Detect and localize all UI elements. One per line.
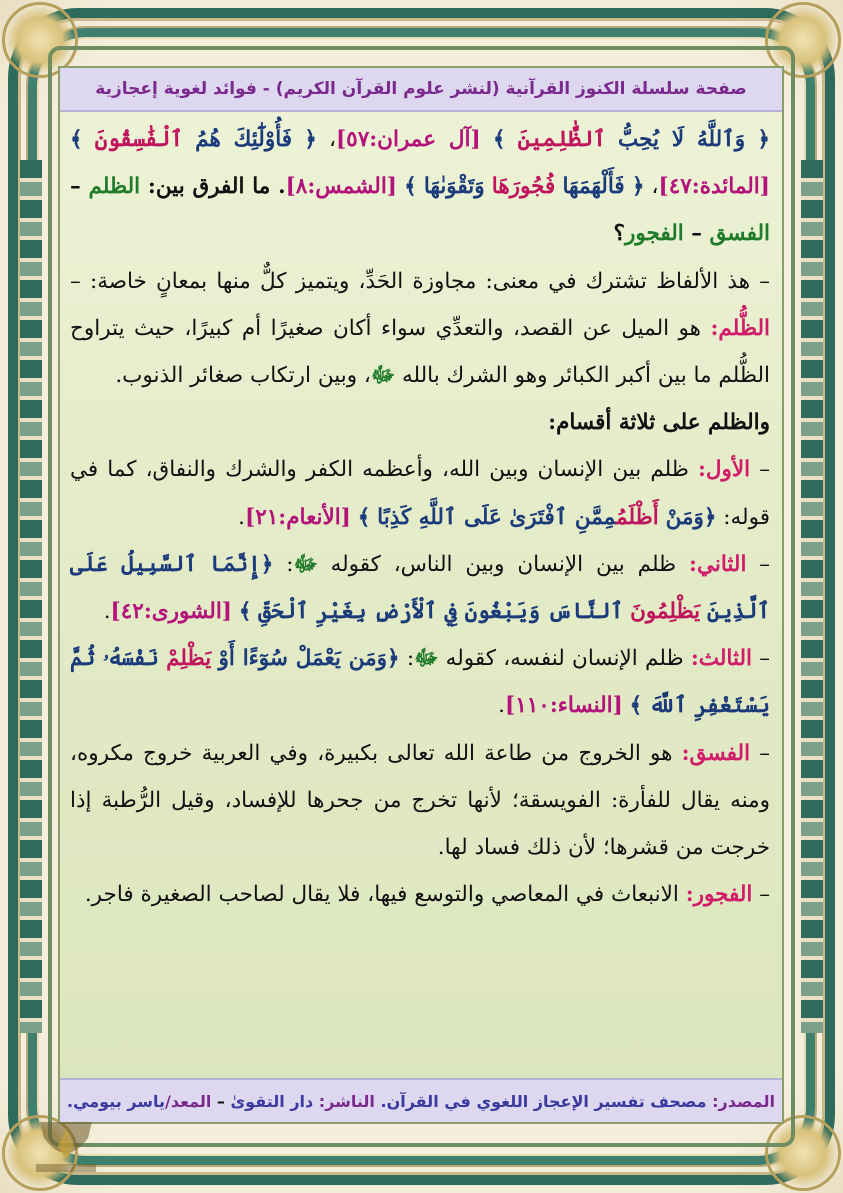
prepared-by-value: ياسر بيومي.	[67, 1091, 166, 1111]
quran-verse: مِمَّنِ ٱفْتَرَىٰ عَلَى ٱللَّهِ كَذِبًا	[377, 504, 617, 530]
period: .	[238, 504, 245, 530]
quran-verse: إِنَّمَا ٱلسَّبِيلُ عَلَى ٱلَّذِينَ	[70, 551, 770, 625]
publisher-label: الناشر:	[318, 1091, 375, 1111]
quran-highlight: يَظْلِمُونَ	[630, 599, 701, 625]
honorific-glyph: ﷻ	[414, 646, 439, 672]
content-panel	[58, 66, 784, 1124]
body-text: – هذ الألفاظ تشترك في معنى: مجاوزة الحَدِّ، ويتميز كلٌّ منها بمعانٍ خاصة: –	[70, 268, 770, 294]
period: .	[498, 693, 506, 719]
period: .	[103, 599, 111, 625]
quran-bracket-close: ﴾	[238, 599, 252, 625]
verse-reference: [آل عمران:٥٧]	[335, 127, 481, 152]
quran-bracket-open: ﴿	[304, 127, 317, 152]
quran-verse: وَمَنْ	[665, 504, 704, 530]
honorific-glyph: ﷻ	[293, 551, 318, 577]
quran-verse: فَأَلْهَمَهَا	[562, 174, 625, 200]
source-value: مصحف تفسير الإعجاز اللغوي في القرآن.	[374, 1091, 713, 1111]
quran-bracket-close: ﴾	[357, 504, 371, 530]
type-label: الثالث:	[690, 646, 752, 672]
page-header	[60, 68, 782, 112]
term-zulm: الظلم	[88, 174, 141, 200]
forum-logo-icon	[30, 1108, 102, 1180]
bullet-dash: –	[750, 457, 771, 483]
separator: ،	[644, 174, 659, 200]
honorific-glyph: ﷻ	[370, 363, 396, 389]
quran-highlight: يَظْلِمْ	[166, 646, 212, 672]
right-ornament-band	[801, 160, 823, 1033]
verse-reference: [الشورى:٤٢]	[110, 599, 232, 625]
quran-verse: نَفْسَهُۥ ثُمَّ يَسْتَغْفِرِ ٱللَّهَ	[70, 646, 770, 719]
quran-verse: وَٱللَّهُ لَا يُحِبُّ	[618, 127, 746, 152]
quran-bracket-close: ﴾	[492, 127, 506, 152]
dash: –	[70, 174, 89, 200]
zulm-type-second	[70, 541, 770, 635]
term-fisq: الفسق	[709, 221, 770, 247]
fisq-definition	[70, 730, 770, 872]
term-label: الفجور:	[685, 882, 753, 908]
intro-paragraph	[70, 116, 770, 258]
fujur-definition	[70, 871, 770, 918]
separator: ،	[316, 127, 336, 152]
bullet-dash: –	[751, 646, 770, 672]
quran-bracket-close: ﴾	[404, 174, 417, 200]
bullet-dash: –	[746, 551, 771, 577]
quran-verse: ٱلنَّاسَ وَيَبْغُونَ فِي ٱلْأَرْضِ بِغَيْرِ ٱلْحَقِّ	[258, 599, 624, 625]
verse-reference: [النساء:١١٠]	[505, 693, 623, 719]
source-label: المصدر:	[712, 1091, 775, 1111]
bullet-dash: –	[752, 882, 770, 908]
body-text: :	[273, 551, 294, 577]
quran-verse: وَمَن يَعْمَلْ سُوٓءًا أَوْ	[218, 646, 388, 672]
quran-verse: وَتَقْوَىٰهَا	[423, 174, 485, 200]
publisher-value: دار التقوىٰ	[224, 1091, 319, 1111]
verse-reference: [المائدة:٤٧]	[658, 174, 770, 200]
quran-bracket-open: ﴿	[260, 551, 274, 577]
term-label: الفسق:	[681, 740, 751, 766]
page-title: صفحة سلسلة الكنوز القرآنية (لنشر علوم القرآن الكريم) - فوائد لغوية إعجازية	[95, 79, 747, 99]
article-body	[70, 116, 770, 1074]
footer-separator: –	[211, 1091, 225, 1111]
type-label: الثاني:	[689, 551, 747, 577]
quran-highlight: فُجُورَهَا	[491, 174, 556, 200]
left-ornament-band	[20, 160, 42, 1033]
question-text: . ما الفرق بين:	[140, 174, 286, 200]
body-text: ، وبين ارتكاب صغائر الذنوب.	[115, 363, 371, 389]
quran-verse: فَأُوْلَٰٓئِكَ هُمُ	[195, 127, 293, 152]
bullet-dash: –	[750, 740, 770, 766]
term-label: الظُّلم:	[710, 315, 770, 341]
section-heading: والظلم على ثلاثة أقسام:	[548, 410, 770, 436]
footer-line	[67, 1092, 775, 1111]
quran-bracket-open: ﴿	[757, 127, 770, 152]
body-text: هو الميل عن القصد، والتعدِّي سواء أكان صغيرًا أم كبيرًا، حيث يتراوح الظُّلم ما بين أكبر الكبائر وهو الشرك بالله	[70, 315, 770, 389]
zulm-type-third	[70, 635, 770, 729]
quran-highlight: أَظْلَمُ	[616, 504, 659, 530]
body-text: :	[399, 646, 415, 672]
quran-highlight: ٱلظَّٰلِمِينَ	[517, 127, 606, 152]
zulm-type-first	[70, 446, 770, 540]
body-text: ظلم الإنسان لنفسه، كقوله	[438, 646, 691, 672]
body-text: الانبعاث في المعاصي والتوسع فيها، فلا يقال لصاحب الصغيرة فاجر.	[84, 882, 686, 908]
type-label: الأول:	[697, 457, 751, 483]
body-text: هو الخروج من طاعة الله تعالى بكبيرة، وفي العربية خروج مكروه، ومنه يقال للفأرة: الفويسقة؛ لأنها تخرج من جحرها للإفساد، وقيل الرُّطبة إذا خرجت من قشرها؛ لأن ذلك فساد لها.	[70, 740, 770, 861]
prepared-by-label: المعد/	[165, 1091, 212, 1111]
quran-bracket-close: ﴾	[70, 127, 83, 152]
quran-bracket-open: ﴿	[703, 504, 717, 530]
quran-bracket-open: ﴿	[631, 174, 645, 200]
source-footer	[60, 1078, 782, 1122]
zulm-definition	[70, 258, 770, 400]
body-text: ظلم بين الإنسان وبين الله، وأعظمه الكفر والشرك والنفاق، كما في قوله:	[70, 457, 770, 530]
quran-bracket-open: ﴿	[387, 646, 400, 672]
quran-bracket-close: ﴾	[629, 693, 643, 719]
dash: –	[683, 221, 710, 247]
quran-highlight: ٱلْفَٰسِقُونَ	[94, 127, 183, 152]
body-text: ظلم بين الإنسان وبين الناس، كقوله	[317, 551, 690, 577]
verse-reference: [الأنعام:٢١]	[245, 504, 351, 530]
verse-reference: [الشمس:٨]	[285, 174, 397, 200]
term-fujur: الفجور	[624, 221, 684, 247]
question-mark: ؟	[613, 221, 625, 247]
